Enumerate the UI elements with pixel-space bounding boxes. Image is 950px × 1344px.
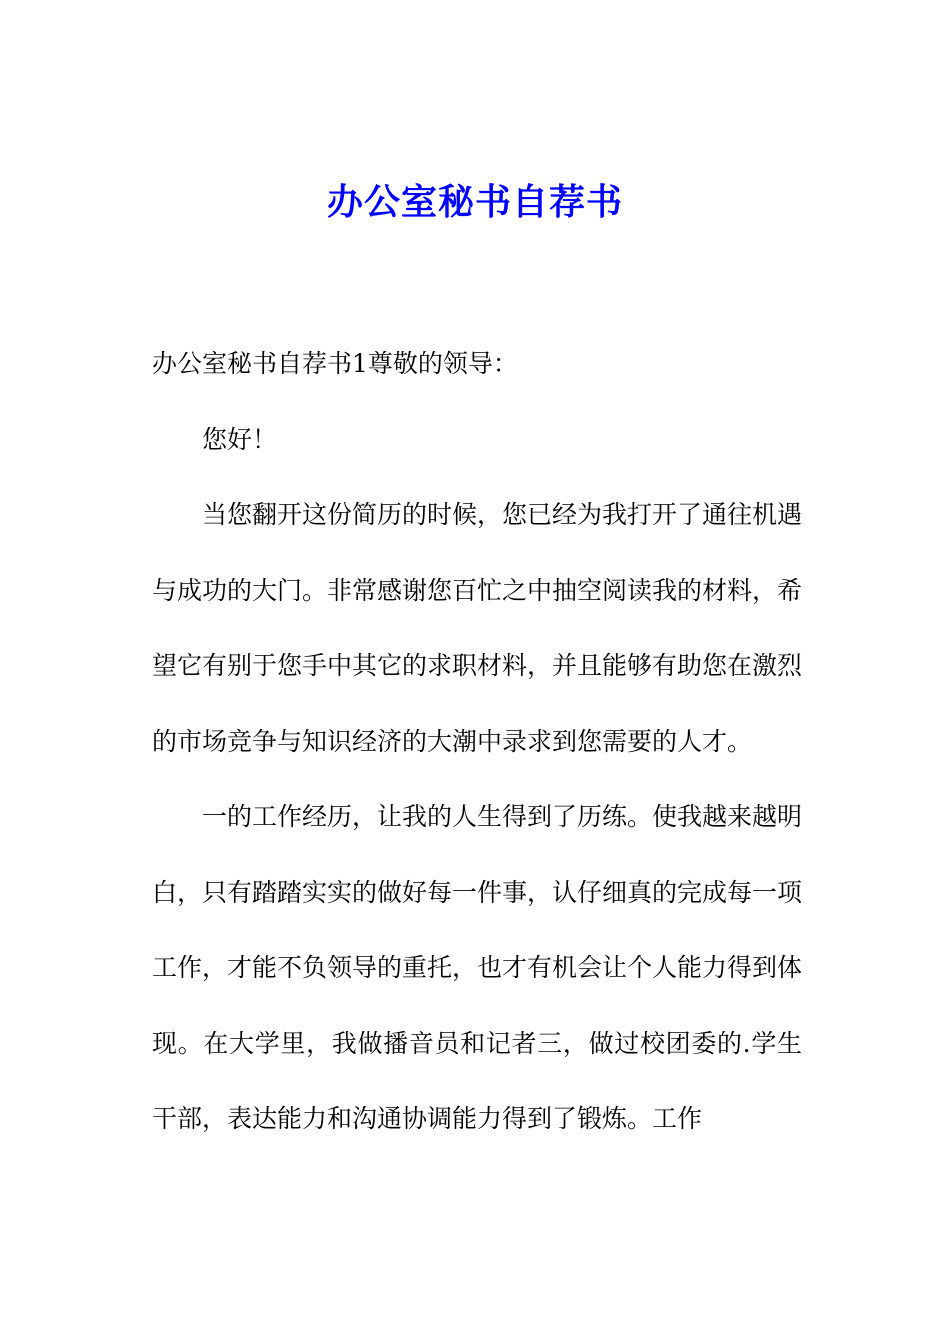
salutation-paragraph: 办公室秘书自荐书1尊敬的领导： [152,349,518,378]
greeting-paragraph: 您好！ [202,424,278,454]
document-title: 办公室秘书自荐书 [326,182,623,223]
intro-paragraph: 当您翻开这份简历的时候，您已经为我打开了通往机遇与成功的大门。非常感谢您百忙之中抽空阅读我的材料，希望它有别于您手中其它的求职材料，并且能够有助您在激烈的市场竞争与知识经济的大潮中录求到您需要的人才。 [152,500,803,756]
experience-paragraph: 一的工作经历，让我的人生得到了历练。使我越来越明白，只有踏踏实实的做好每一件事，认仔细真的完成每一项工作，才能不负领导的重托，也才有机会让个人能力得到体现。在大学里，我做播音员和记者三，做过校团委的.学生干部，表达能力和沟通协调能力得到了锻炼。工作 [152,802,803,1133]
document-body [152,326,802,1157]
